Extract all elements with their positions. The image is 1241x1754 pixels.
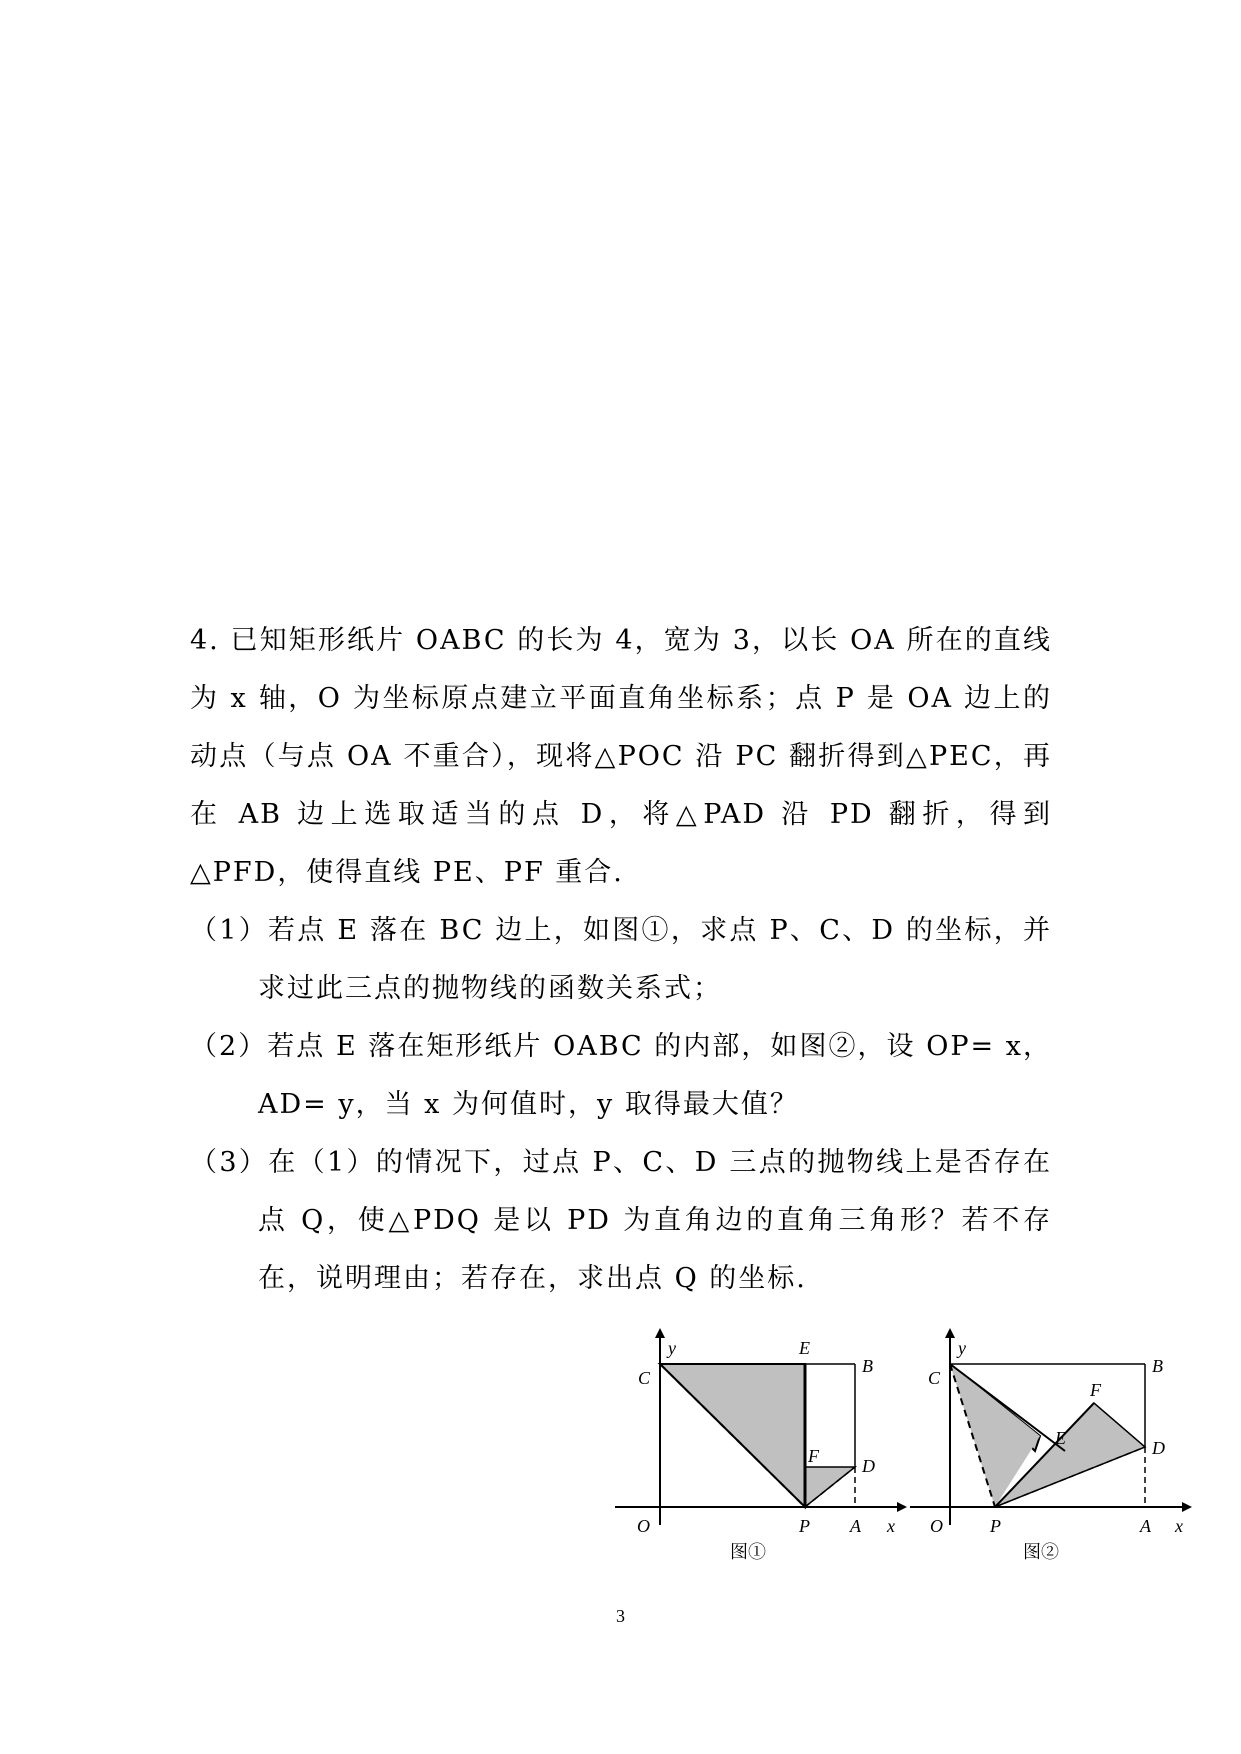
fig2-label-p: P <box>990 1516 1001 1536</box>
fig1-label-e: E <box>799 1338 810 1358</box>
problem-part-2: （2）若点 E 落在矩形纸片 OABC 的内部，如图②，设 OP= x，AD= y，当 x 为何值时，y 取得最大值？ <box>190 1031 1052 1120</box>
fig2-label-o: O <box>930 1516 943 1536</box>
fig1-label-o: O <box>637 1516 650 1536</box>
problem-part-1: （1）若点 E 落在 BC 边上，如图①，求点 P、C、D 的坐标，并求过此三点的抛物线的函数关系式； <box>190 915 1052 1004</box>
figures <box>600 1320 1220 1580</box>
fig2-label-d: D <box>1152 1438 1165 1458</box>
figure-2 <box>910 1330 1190 1562</box>
fig2-caption: 图② <box>1023 1542 1059 1562</box>
fig2-label-a: A <box>1140 1516 1151 1536</box>
fig1-label-p: P <box>799 1516 810 1536</box>
fig1-label-y: y <box>668 1338 676 1358</box>
fig1-label-b: B <box>862 1356 873 1376</box>
fig1-label-d: D <box>862 1456 875 1476</box>
problem-intro: 4. 已知矩形纸片 OABC 的长为 4，宽为 3，以长 OA 所在的直线为 x 轴，O 为坐标原点建立平面直角坐标系；点 P 是 OA 边上的动点（与点 OA 不重合），现将△POC 沿 PC 翻折得到△PEC，再在 AB 边上选取适当的点 D，将△PAD 沿 PD 翻折，得到△PFD，使得直线 PE、PF 重合. <box>190 625 1052 888</box>
fig1-label-c: C <box>638 1368 651 1388</box>
figure-1 <box>615 1330 905 1562</box>
fig2-label-f: F <box>1090 1380 1101 1400</box>
fig1-label-x: x <box>887 1516 895 1536</box>
fig1-caption: 图① <box>730 1542 766 1562</box>
fig2-label-c: C <box>928 1368 941 1388</box>
fig1-label-f: F <box>808 1446 819 1466</box>
fig2-label-x: x <box>1175 1516 1183 1536</box>
page-number: 3 <box>616 1606 625 1626</box>
problem-part-3: （3）在（1）的情况下，过点 P、C、D 三点的抛物线上是否存在点 Q，使△PDQ 是以 PD 为直角边的直角三角形？若不存在，说明理由；若存在，求出点 Q 的坐标. <box>190 1147 1052 1294</box>
fig2-label-y: y <box>958 1338 966 1358</box>
figures-svg <box>600 1320 1220 1580</box>
fig1-label-a: A <box>850 1516 861 1536</box>
problem-text <box>190 612 1052 1308</box>
fig2-label-e: E <box>1055 1428 1066 1448</box>
fig2-label-b: B <box>1152 1356 1163 1376</box>
